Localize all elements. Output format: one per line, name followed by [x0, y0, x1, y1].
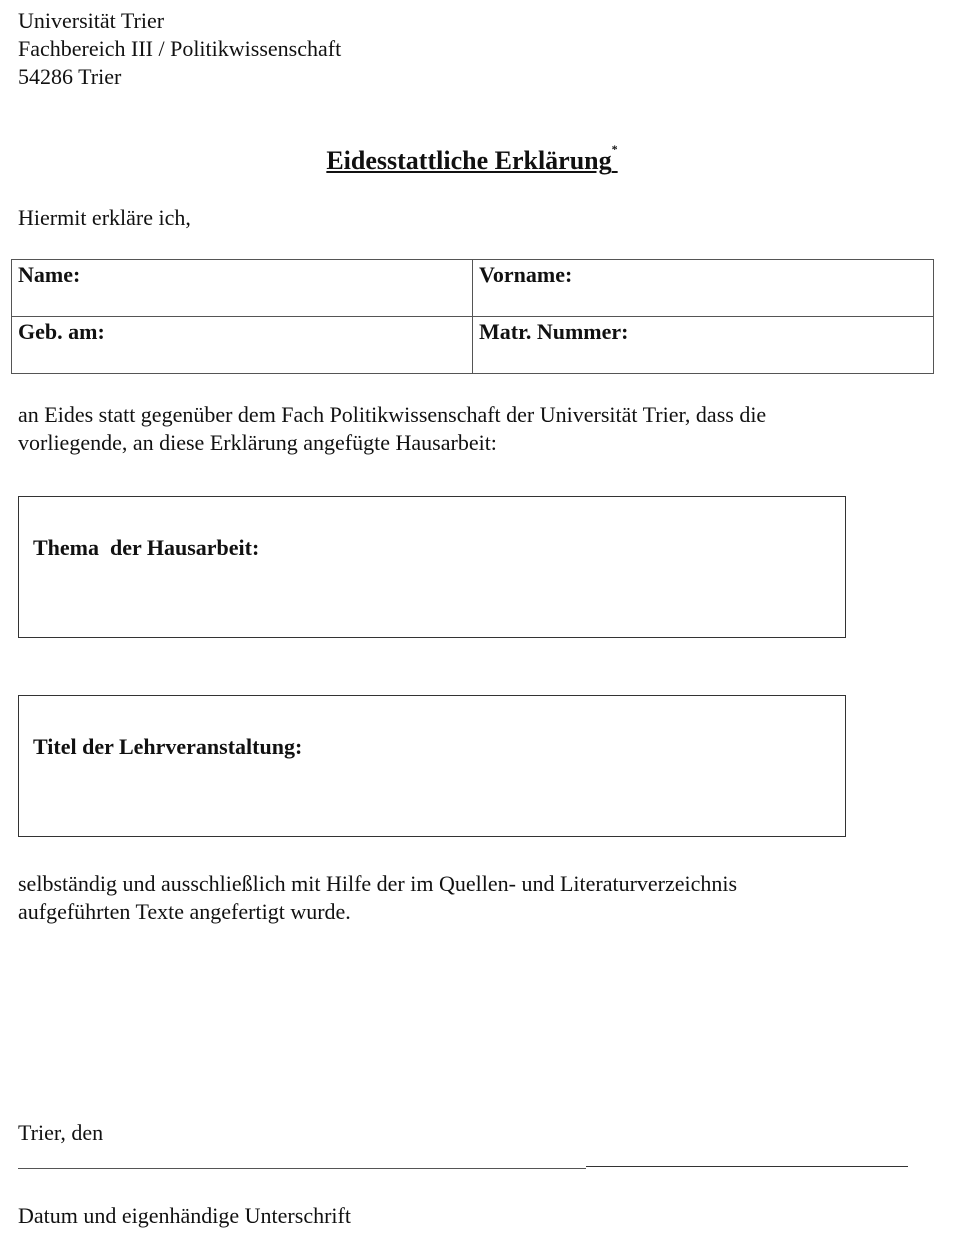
- date-line[interactable]: [18, 1168, 586, 1169]
- name-cell[interactable]: [12, 260, 473, 317]
- intro-text: Hiermit erkläre ich,: [18, 205, 191, 230]
- identity-table: [11, 259, 934, 374]
- declaration-paragraph-1: [18, 401, 766, 457]
- name-label: Name:: [18, 262, 81, 287]
- place-date-text: Trier, den: [18, 1120, 104, 1145]
- table-row: [12, 317, 934, 374]
- footnote-marker: *: [611, 142, 618, 156]
- thema-field-box[interactable]: [18, 496, 846, 638]
- document-title-text: Eidesstattliche Erklärung: [326, 146, 612, 175]
- vorname-label: Vorname:: [479, 262, 573, 287]
- matr-cell[interactable]: [473, 317, 934, 374]
- paragraph-line: an Eides statt gegenüber dem Fach Politikwissenschaft der Universität Trier, dass die: [18, 402, 767, 427]
- geb-cell[interactable]: [12, 317, 473, 374]
- signature-caption: Datum und eigenhändige Unterschrift: [18, 1203, 351, 1228]
- address-line-department: Fachbereich III / Politikwissenschaft: [18, 36, 342, 61]
- address-block: [18, 7, 341, 91]
- address-line-city: 54286 Trier: [18, 64, 122, 89]
- address-line-university: Universität Trier: [18, 8, 165, 33]
- geb-label: Geb. am:: [18, 319, 105, 344]
- titel-label: Titel der Lehrveranstaltung:: [33, 734, 303, 759]
- document-title: [0, 142, 944, 176]
- matr-label: Matr. Nummer:: [479, 319, 629, 344]
- signature-line[interactable]: [586, 1166, 908, 1167]
- paragraph-line: aufgeführten Texte angefertigt wurde.: [18, 899, 351, 924]
- titel-field-box[interactable]: [18, 695, 846, 837]
- declaration-paragraph-2: [18, 870, 737, 926]
- thema-label: Thema der Hausarbeit:: [33, 535, 260, 560]
- vorname-cell[interactable]: [473, 260, 934, 317]
- paragraph-line: selbständig und ausschließlich mit Hilfe der im Quellen- und Literaturverzeichnis: [18, 871, 738, 896]
- table-row: [12, 260, 934, 317]
- paragraph-line: vorliegende, an diese Erklärung angefügte Hausarbeit:: [18, 430, 497, 455]
